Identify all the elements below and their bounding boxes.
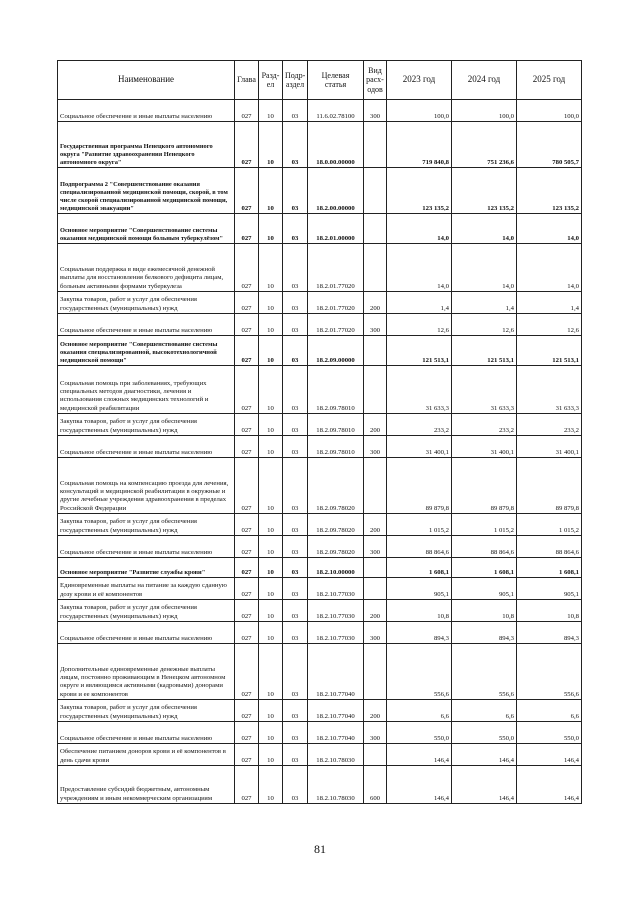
row-razdel: 10: [259, 744, 283, 766]
row-2023: 1 015,2: [387, 514, 452, 536]
row-name: Социальное обеспечение и иные выплаты населению: [58, 314, 235, 336]
row-2023: 12,6: [387, 314, 452, 336]
row-razdel: 10: [259, 766, 283, 804]
row-2025: 146,4: [517, 766, 582, 804]
row-2024: 12,6: [452, 314, 517, 336]
row-article: 18.2.01.77020: [308, 292, 364, 314]
table-row: [58, 214, 582, 244]
row-2023: 905,1: [387, 578, 452, 600]
row-glava: 027: [235, 458, 259, 514]
row-podrazdel: 03: [283, 644, 308, 700]
row-name: Закупка товаров, работ и услуг для обеспечения государственных (муниципальных) нужд: [58, 292, 235, 314]
row-2023: 233,2: [387, 414, 452, 436]
row-name: Подпрограмма 2 "Совершенствование оказания специализированной медицинской помощи, скорой, в том числе скорой специализированной медицинской помощи, медицинской эвакуации": [58, 168, 235, 214]
row-2025: 1 015,2: [517, 514, 582, 536]
row-glava: 027: [235, 766, 259, 804]
row-2023: 1 608,1: [387, 558, 452, 578]
row-razdel: 10: [259, 214, 283, 244]
row-name: Основное мероприятие "Развитие службы крови": [58, 558, 235, 578]
row-name: Основное мероприятие "Совершенствование системы оказания медицинской помощи больным туберкулёзом": [58, 214, 235, 244]
row-2024: 121 513,1: [452, 336, 517, 366]
row-2025: 31 400,1: [517, 436, 582, 458]
row-2024: 31 633,3: [452, 366, 517, 414]
row-name: Социальная помощь на компенсацию проезда для лечения, консультаций и медицинской реабилитации в окружные и другие лечебные учреждения здравоохранения в пределах Российской Федерации: [58, 458, 235, 514]
row-razdel: 10: [259, 168, 283, 214]
row-2023: 894,3: [387, 622, 452, 644]
row-razdel: 10: [259, 336, 283, 366]
row-article: 18.2.10.77040: [308, 644, 364, 700]
row-2024: 6,6: [452, 700, 517, 722]
row-2025: 12,6: [517, 314, 582, 336]
row-vid: 200: [364, 700, 387, 722]
row-podrazdel: 03: [283, 558, 308, 578]
row-article: 18.2.01.77020: [308, 244, 364, 292]
header-podrazdel: Подраздел: [283, 61, 308, 100]
table-row: [58, 722, 582, 744]
row-2024: 89 879,8: [452, 458, 517, 514]
row-2023: 1,4: [387, 292, 452, 314]
row-name: Предоставление субсидий бюджетным, автономным учреждениям и иным некоммерческим организациям: [58, 766, 235, 804]
row-vid: 200: [364, 414, 387, 436]
table-row: [58, 168, 582, 214]
row-article: 18.2.09.00000: [308, 336, 364, 366]
row-article: 18.2.10.77030: [308, 622, 364, 644]
row-2024: 233,2: [452, 414, 517, 436]
row-razdel: 10: [259, 622, 283, 644]
row-glava: 027: [235, 336, 259, 366]
row-vid: [364, 578, 387, 600]
row-vid: 300: [364, 314, 387, 336]
row-razdel: 10: [259, 722, 283, 744]
row-2023: 14,0: [387, 244, 452, 292]
row-2024: 1 015,2: [452, 514, 517, 536]
row-2023: 556,6: [387, 644, 452, 700]
row-name: Социальная поддержка в виде ежемесячной денежной выплаты для восстановления белкового дефицита лицам, больным активными формами туберкулеза: [58, 244, 235, 292]
row-2025: 233,2: [517, 414, 582, 436]
row-vid: 300: [364, 536, 387, 558]
header-name: Наименование: [58, 61, 235, 100]
row-2023: 719 840,8: [387, 122, 452, 168]
row-glava: 027: [235, 314, 259, 336]
row-2025: 550,0: [517, 722, 582, 744]
row-glava: 027: [235, 558, 259, 578]
row-name: Закупка товаров, работ и услуг для обеспечения государственных (муниципальных) нужд: [58, 700, 235, 722]
row-razdel: 10: [259, 100, 283, 122]
row-2025: 14,0: [517, 214, 582, 244]
table-row: [58, 700, 582, 722]
row-name: Закупка товаров, работ и услуг для обеспечения государственных (муниципальных) нужд: [58, 514, 235, 536]
row-article: 18.2.09.78010: [308, 414, 364, 436]
row-podrazdel: 03: [283, 414, 308, 436]
row-article: 11.6.02.78100: [308, 100, 364, 122]
table-row: [58, 536, 582, 558]
header-article: Целевая статья: [308, 61, 364, 100]
row-podrazdel: 03: [283, 100, 308, 122]
row-vid: 200: [364, 292, 387, 314]
table-row: [58, 244, 582, 292]
row-article: 18.2.09.78010: [308, 436, 364, 458]
table-row: [58, 600, 582, 622]
row-podrazdel: 03: [283, 314, 308, 336]
row-razdel: 10: [259, 244, 283, 292]
row-2024: 550,0: [452, 722, 517, 744]
row-glava: 027: [235, 436, 259, 458]
row-2025: 100,0: [517, 100, 582, 122]
row-2023: 100,0: [387, 100, 452, 122]
row-razdel: 10: [259, 558, 283, 578]
table-row: [58, 558, 582, 578]
table-row: [58, 122, 582, 168]
row-podrazdel: 03: [283, 578, 308, 600]
row-name: Социальная помощь при заболеваниях, требующих специальных методов диагностики, лечения и использования сложных медицинских технологий и медицинской реабилитации: [58, 366, 235, 414]
row-name: Обеспечение питанием доноров крови и её компонентов в день сдачи крови: [58, 744, 235, 766]
row-2023: 89 879,8: [387, 458, 452, 514]
row-article: 18.2.10.78030: [308, 744, 364, 766]
row-razdel: 10: [259, 536, 283, 558]
row-2023: 88 864,6: [387, 536, 452, 558]
header-row: [58, 61, 582, 100]
table-row: [58, 100, 582, 122]
row-podrazdel: 03: [283, 336, 308, 366]
row-2025: 31 633,3: [517, 366, 582, 414]
row-article: 18.2.01.00000: [308, 214, 364, 244]
table-row: [58, 766, 582, 804]
header-razdel: Раздел: [259, 61, 283, 100]
row-vid: [364, 366, 387, 414]
row-article: 18.2.09.78010: [308, 366, 364, 414]
row-vid: [364, 336, 387, 366]
row-name: Единовременные выплаты на питание за каждую сданную дозу крови и её компонентов: [58, 578, 235, 600]
row-vid: [364, 168, 387, 214]
row-vid: 300: [364, 100, 387, 122]
row-glava: 027: [235, 514, 259, 536]
row-2023: 31 633,3: [387, 366, 452, 414]
row-2024: 10,8: [452, 600, 517, 622]
row-2024: 14,0: [452, 214, 517, 244]
row-2024: 123 135,2: [452, 168, 517, 214]
row-2023: 146,4: [387, 766, 452, 804]
row-podrazdel: 03: [283, 744, 308, 766]
row-2025: 88 864,6: [517, 536, 582, 558]
row-glava: 027: [235, 214, 259, 244]
row-razdel: 10: [259, 600, 283, 622]
row-podrazdel: 03: [283, 600, 308, 622]
table-row: [58, 744, 582, 766]
row-podrazdel: 03: [283, 292, 308, 314]
row-razdel: 10: [259, 292, 283, 314]
header-2023: 2023 год: [387, 61, 452, 100]
row-name: Закупка товаров, работ и услуг для обеспечения государственных (муниципальных) нужд: [58, 600, 235, 622]
row-vid: [364, 122, 387, 168]
row-razdel: 10: [259, 436, 283, 458]
row-2025: 121 513,1: [517, 336, 582, 366]
row-podrazdel: 03: [283, 536, 308, 558]
row-glava: 027: [235, 122, 259, 168]
row-article: 18.2.10.77040: [308, 722, 364, 744]
row-article: 18.2.10.77030: [308, 578, 364, 600]
row-2025: 10,8: [517, 600, 582, 622]
table-row: [58, 366, 582, 414]
row-name: Основное мероприятие "Совершенствование системы оказания специализированной, высокотехнологичной медицинской помощи": [58, 336, 235, 366]
row-2025: 1,4: [517, 292, 582, 314]
row-2025: 1 608,1: [517, 558, 582, 578]
row-vid: [364, 644, 387, 700]
row-podrazdel: 03: [283, 514, 308, 536]
row-article: 18.2.09.78020: [308, 458, 364, 514]
table-row: [58, 458, 582, 514]
row-2024: 556,6: [452, 644, 517, 700]
row-2025: 905,1: [517, 578, 582, 600]
row-2023: 550,0: [387, 722, 452, 744]
row-vid: [364, 214, 387, 244]
header-2025: 2025 год: [517, 61, 582, 100]
row-2025: 14,0: [517, 244, 582, 292]
row-glava: 027: [235, 722, 259, 744]
header-vid: Вид расходов: [364, 61, 387, 100]
row-vid: 200: [364, 600, 387, 622]
row-podrazdel: 03: [283, 722, 308, 744]
budget-table: [57, 60, 582, 804]
row-2023: 14,0: [387, 214, 452, 244]
row-podrazdel: 03: [283, 366, 308, 414]
table-row: [58, 314, 582, 336]
row-article: 18.2.10.78030: [308, 766, 364, 804]
row-glava: 027: [235, 414, 259, 436]
page-number: 81: [314, 842, 326, 856]
row-2024: 1,4: [452, 292, 517, 314]
row-2024: 146,4: [452, 744, 517, 766]
row-2025: 123 135,2: [517, 168, 582, 214]
row-razdel: 10: [259, 700, 283, 722]
row-podrazdel: 03: [283, 458, 308, 514]
row-2023: 123 135,2: [387, 168, 452, 214]
table-row: [58, 414, 582, 436]
row-glava: 027: [235, 644, 259, 700]
row-podrazdel: 03: [283, 122, 308, 168]
row-name: Закупка товаров, работ и услуг для обеспечения государственных (муниципальных) нужд: [58, 414, 235, 436]
row-2025: 556,6: [517, 644, 582, 700]
row-name: Дополнительные единовременные денежные выплаты лицам, постоянно проживающим в Ненецком автономном округе и являющимся активными (кадровыми) донорами крови и ее компонентов: [58, 644, 235, 700]
row-razdel: 10: [259, 458, 283, 514]
row-2023: 31 400,1: [387, 436, 452, 458]
row-2024: 894,3: [452, 622, 517, 644]
row-2023: 6,6: [387, 700, 452, 722]
row-2024: 100,0: [452, 100, 517, 122]
row-2025: 89 879,8: [517, 458, 582, 514]
row-glava: 027: [235, 244, 259, 292]
row-glava: 027: [235, 292, 259, 314]
row-glava: 027: [235, 622, 259, 644]
row-glava: 027: [235, 536, 259, 558]
row-razdel: 10: [259, 366, 283, 414]
row-razdel: 10: [259, 644, 283, 700]
row-podrazdel: 03: [283, 168, 308, 214]
row-2024: 14,0: [452, 244, 517, 292]
row-name: Социальное обеспечение и иные выплаты населению: [58, 722, 235, 744]
row-vid: [364, 558, 387, 578]
row-razdel: 10: [259, 414, 283, 436]
row-name: Социальное обеспечение и иные выплаты населению: [58, 100, 235, 122]
row-podrazdel: 03: [283, 244, 308, 292]
table-row: [58, 436, 582, 458]
table-row: [58, 578, 582, 600]
row-vid: 300: [364, 436, 387, 458]
row-2025: 894,3: [517, 622, 582, 644]
row-glava: 027: [235, 578, 259, 600]
row-2023: 146,4: [387, 744, 452, 766]
table-body: [58, 100, 582, 804]
row-2025: 780 505,7: [517, 122, 582, 168]
row-article: 18.2.09.78020: [308, 536, 364, 558]
row-razdel: 10: [259, 314, 283, 336]
row-razdel: 10: [259, 514, 283, 536]
row-name: Государственная программа Ненецкого автономного округа "Развитие здравоохранения Ненецкого автономного округа": [58, 122, 235, 168]
row-vid: [364, 458, 387, 514]
row-2024: 88 864,6: [452, 536, 517, 558]
row-article: 18.2.10.77030: [308, 600, 364, 622]
row-article: 18.2.10.00000: [308, 558, 364, 578]
row-vid: [364, 244, 387, 292]
row-article: 18.2.10.77040: [308, 700, 364, 722]
row-razdel: 10: [259, 578, 283, 600]
row-glava: 027: [235, 600, 259, 622]
row-2024: 1 608,1: [452, 558, 517, 578]
row-article: 18.0.00.00000: [308, 122, 364, 168]
row-podrazdel: 03: [283, 622, 308, 644]
table-row: [58, 336, 582, 366]
header-2024: 2024 год: [452, 61, 517, 100]
row-name: Социальное обеспечение и иные выплаты населению: [58, 536, 235, 558]
table-row: [58, 514, 582, 536]
row-2025: 146,4: [517, 744, 582, 766]
row-2024: 751 236,6: [452, 122, 517, 168]
row-glava: 027: [235, 744, 259, 766]
row-2024: 905,1: [452, 578, 517, 600]
row-2025: 6,6: [517, 700, 582, 722]
row-podrazdel: 03: [283, 436, 308, 458]
row-vid: 300: [364, 722, 387, 744]
row-glava: 027: [235, 168, 259, 214]
row-vid: [364, 744, 387, 766]
row-2024: 146,4: [452, 766, 517, 804]
row-article: 18.2.01.77020: [308, 314, 364, 336]
row-podrazdel: 03: [283, 700, 308, 722]
table-row: [58, 292, 582, 314]
row-name: Социальное обеспечение и иные выплаты населению: [58, 436, 235, 458]
row-glava: 027: [235, 366, 259, 414]
row-article: 18.2.00.00000: [308, 168, 364, 214]
row-vid: 200: [364, 514, 387, 536]
row-podrazdel: 03: [283, 214, 308, 244]
row-podrazdel: 03: [283, 766, 308, 804]
row-vid: 600: [364, 766, 387, 804]
row-article: 18.2.09.78020: [308, 514, 364, 536]
row-2023: 10,8: [387, 600, 452, 622]
table-row: [58, 644, 582, 700]
table-row: [58, 622, 582, 644]
row-2023: 121 513,1: [387, 336, 452, 366]
row-razdel: 10: [259, 122, 283, 168]
row-name: Социальное обеспечение и иные выплаты населению: [58, 622, 235, 644]
row-glava: 027: [235, 700, 259, 722]
row-vid: 300: [364, 622, 387, 644]
row-2024: 31 400,1: [452, 436, 517, 458]
row-glava: 027: [235, 100, 259, 122]
header-glava: Глава: [235, 61, 259, 100]
